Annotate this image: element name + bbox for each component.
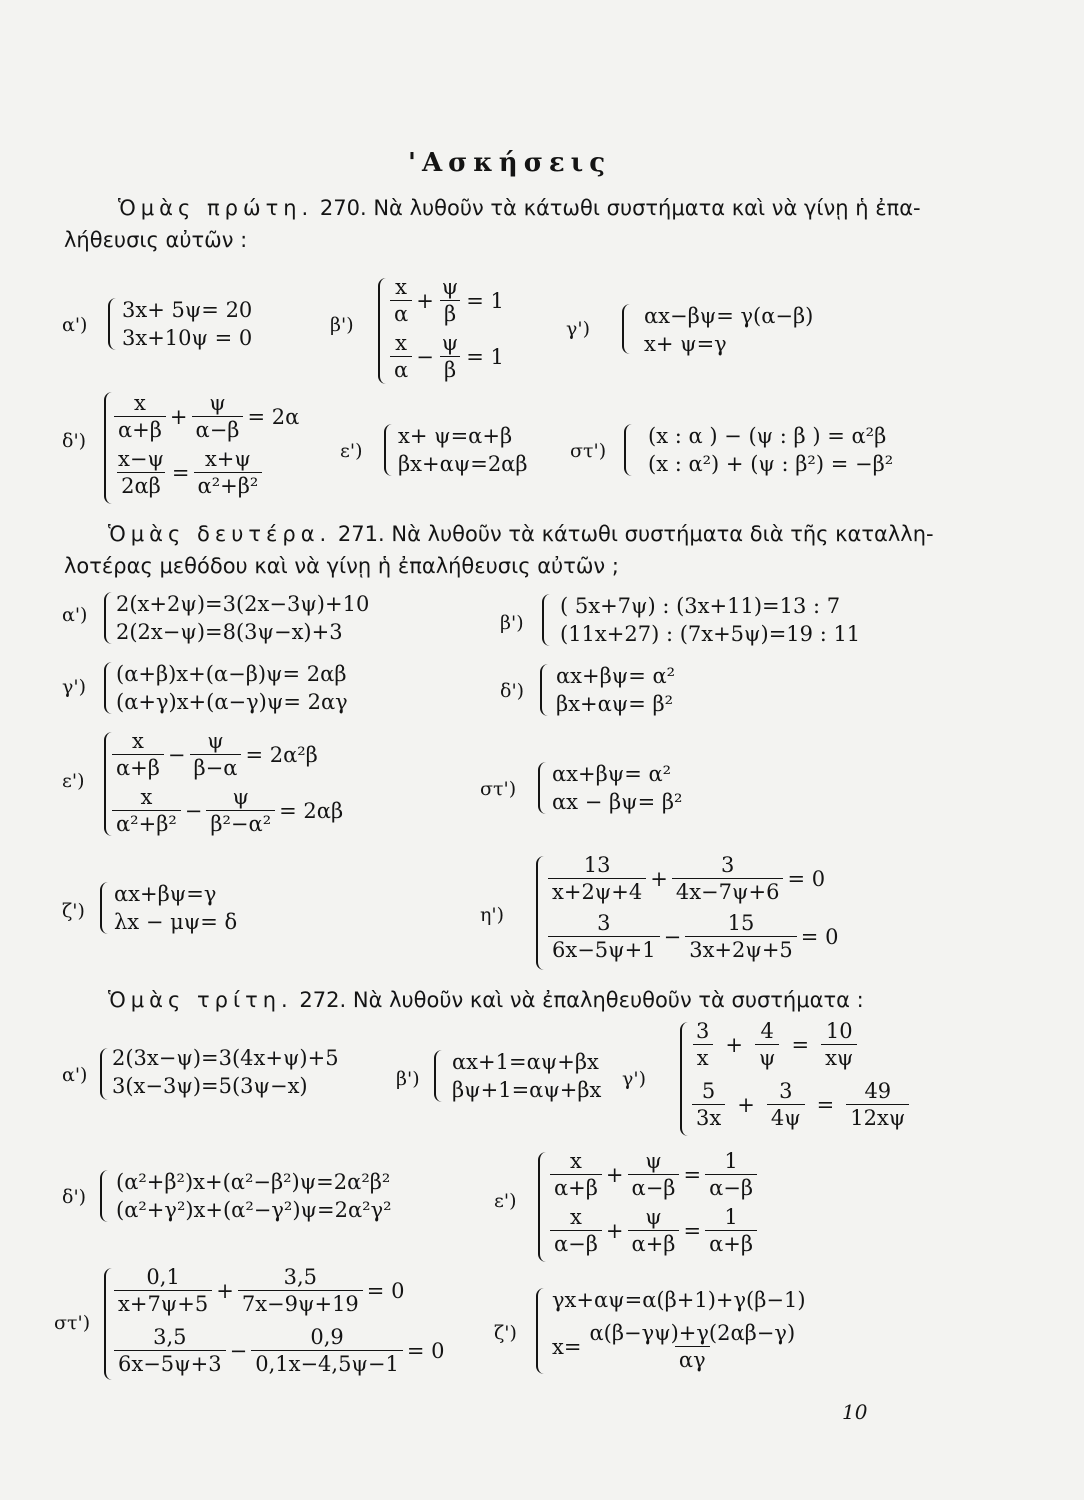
ex271-c-brace (104, 662, 114, 714)
ex271-g-label: ζ') (62, 900, 85, 922)
ex272-a-eq2: 3(x−3ψ)=5(3ψ−x) (112, 1074, 308, 1098)
ex272-d-label: δ') (62, 1186, 87, 1208)
ex271-g-brace (100, 882, 110, 934)
ex270-d-label: δ') (62, 430, 87, 452)
ex271-f-eq2: αx − βψ= β² (552, 790, 683, 814)
ex271-f-eq1: αx+βψ= α² (552, 762, 672, 786)
ex272-b-label: β') (396, 1068, 420, 1090)
ex271-b-label: β') (500, 612, 524, 634)
group2-heading: Ὁμὰς δευτέρα. (108, 522, 332, 546)
ex270-f-brace (624, 424, 634, 476)
ex272-b-eq2: βψ+1=αψ+βx (452, 1078, 602, 1102)
ex272-f-eq2: $\frac{3,5}{6x-5\psi+3}$ − $\frac{0,9}{0,1x-4,5\psi-1}$ = 0 (110, 1326, 445, 1375)
group1-intro-line2: λήθευσις αὐτῶν : (64, 228, 248, 252)
ex271-g-eq2: λx − μψ= δ (114, 910, 238, 934)
group1-intro-line1 (118, 196, 921, 220)
group1-heading: Ὁμὰς πρώτη. (118, 196, 314, 220)
ex270-c-eq1: αx−βψ= γ(α−β) (644, 304, 814, 328)
ex271-d-label: δ') (500, 680, 525, 702)
page-title: 'Ασκήσεις (408, 148, 612, 178)
group2-intro-line2: λοτέρας μεθόδου καὶ νὰ γίνῃ ἡ ἐπαλήθευσις αὐτῶν ; (64, 554, 619, 578)
ex272-g-eq1: γx+αψ=α(β+1)+γ(β−1) (552, 1288, 806, 1312)
ex271-e-label: ε') (62, 770, 85, 792)
ex271-e-eq2: $\frac{x}{\text{α²+β²}}$ − $\frac{\psi}{\text{β²−α²}}$ = 2αβ (108, 786, 343, 835)
ex272-g-brace (536, 1288, 546, 1374)
group1-text: Νὰ λυθοῦν τὰ κάτωθι συστήματα καὶ νὰ γίνῃ ἡ ἐπα- (373, 196, 921, 220)
ex271-e-eq1: $\frac{x}{\alpha+\beta}$ − $\frac{\psi}{\beta-\alpha}$ = 2α²β (108, 730, 318, 779)
group1-number: 270. (319, 196, 367, 220)
ex272-d-eq1: (α²+β²)x+(α²−β²)ψ=2α²β² (116, 1170, 391, 1194)
ex270-c-label: γ') (566, 318, 590, 340)
page-number: 10 (842, 1400, 868, 1424)
ex270-f-eq2: (x : α²) + (ψ : β²) = −β² (648, 452, 894, 476)
ex272-f-eq1: $\frac{0,1}{x+7\psi+5}$ + $\frac{3,5}{7x-9\psi+19}$ = 0 (110, 1266, 404, 1315)
ex272-e-label: ε') (494, 1190, 517, 1212)
ex272-d-eq2: (α²+γ²)x+(α²−γ²)ψ=2α²γ² (116, 1198, 392, 1222)
ex270-c-brace (622, 304, 632, 354)
ex272-c-eq1: $\frac{3}{x}$ + $\frac{4}{\psi}$ = $\frac{10}{x\psi}$ (688, 1020, 861, 1069)
ex272-d-brace (100, 1170, 110, 1222)
ex271-a-brace (104, 592, 114, 644)
ex270-b-eq2: $\frac{x}{\alpha}$ − $\frac{\psi}{\beta}$ = 1 (386, 332, 504, 381)
ex272-c-eq2: $\frac{5}{3x}$ + $\frac{3}{4\psi}$ = $\frac{49}{12x\psi}$ (688, 1080, 913, 1129)
ex271-d-eq1: αx+βψ= α² (556, 664, 676, 688)
ex270-d-eq1: $\frac{x}{\alpha+\beta}$ + $\frac{\psi}{\alpha-\beta}$ = 2α (110, 392, 299, 441)
ex271-h-eq1: $\frac{13}{x+2\psi+4}$ + $\frac{3}{4x-7\psi+6}$ = 0 (544, 854, 825, 903)
group2-number: 271. (337, 522, 385, 546)
ex271-f-brace (538, 762, 548, 814)
ex270-f-label: στ') (570, 440, 607, 462)
ex272-b-brace (434, 1050, 444, 1102)
ex271-d-brace (540, 664, 550, 716)
group2-text: Νὰ λυθοῦν τὰ κάτωθι συστήματα διὰ τῆς καταλλη- (391, 522, 934, 546)
ex272-a-brace (100, 1048, 110, 1100)
ex270-a-brace (108, 298, 118, 350)
ex270-e-eq1: x+ ψ=α+β (398, 424, 513, 448)
ex271-c-eq1: (α+β)x+(α−β)ψ= 2αβ (116, 662, 347, 686)
ex270-d-eq2: $\frac{x-\psi}{2\alpha\beta}$ = $\frac{x+\psi}{\text{α²+β²}}$ (110, 448, 266, 497)
ex271-c-eq2: (α+γ)x+(α−γ)ψ= 2αγ (116, 690, 348, 714)
ex270-f-eq1: (x : α ) − (ψ : β ) = α²β (648, 424, 887, 448)
ex270-e-label: ε') (340, 440, 363, 462)
ex271-b-brace (542, 594, 552, 646)
ex271-h-label: η') (480, 904, 505, 926)
group3-text: Νὰ λυθοῦν καὶ νὰ ἐπαληθευθοῦν τὰ συστήματα : (352, 988, 864, 1012)
ex271-g-eq1: αx+βψ=γ (114, 882, 217, 906)
ex270-b-eq1: $\frac{x}{\alpha}$ + $\frac{\psi}{\beta}$ = 1 (386, 276, 504, 325)
ex272-a-eq1: 2(3x−ψ)=3(4x+ψ)+5 (112, 1046, 339, 1070)
ex270-c-eq2: x+ ψ=γ (644, 332, 727, 356)
ex270-a-label: α') (62, 314, 88, 336)
ex272-g-label: ζ') (494, 1322, 517, 1344)
group3-number: 272. (299, 988, 347, 1012)
ex272-e-eq2: $\frac{x}{\alpha-\beta}$ + $\frac{\psi}{\alpha+\beta}$ = $\frac{1}{\alpha+\beta}$ (546, 1206, 761, 1255)
ex270-b-label: β') (330, 314, 354, 336)
ex270-a-eq2: 3x+10ψ = 0 (122, 326, 253, 350)
ex272-f-label: στ') (54, 1312, 91, 1334)
ex272-a-label: α') (62, 1064, 88, 1086)
ex271-d-eq2: βx+αψ= β² (556, 692, 674, 716)
group2-intro-line1 (108, 522, 934, 546)
ex271-a-eq2: 2(2x−ψ)=8(3ψ−x)+3 (116, 620, 343, 644)
ex271-a-eq1: 2(x+2ψ)=3(2x−3ψ)+10 (116, 592, 370, 616)
ex272-c-label: γ') (622, 1068, 646, 1090)
group3-heading: Ὁμὰς τρίτη. (108, 988, 293, 1012)
ex272-b-eq1: αx+1=αψ+βx (452, 1050, 599, 1074)
ex270-e-brace (384, 424, 394, 476)
ex271-c-label: γ') (62, 676, 86, 698)
ex271-h-eq2: $\frac{3}{6x-5\psi+1}$ − $\frac{15}{3x+2\psi+5}$ = 0 (544, 912, 838, 961)
ex270-e-eq2: βx+αψ=2αβ (398, 452, 528, 476)
ex272-g-eq2: x= $\frac{\alpha(\beta-\gamma\psi)+\gamma(2\alpha\beta-\gamma)}{\alpha\gamma}$ (552, 1321, 796, 1373)
group3-intro-line1 (108, 988, 864, 1012)
ex271-b-eq2: (11x+27) : (7x+5ψ)=19 : 11 (560, 622, 861, 646)
ex272-e-eq1: $\frac{x}{\alpha+\beta}$ + $\frac{\psi}{\alpha-\beta}$ = $\frac{1}{\alpha-\beta}$ (546, 1150, 761, 1199)
ex270-a-eq1: 3x+ 5ψ= 20 (122, 298, 253, 322)
ex271-f-label: στ') (480, 778, 517, 800)
ex271-b-eq1: ( 5x+7ψ) : (3x+11)=13 : 7 (560, 594, 841, 618)
ex271-a-label: α') (62, 604, 88, 626)
